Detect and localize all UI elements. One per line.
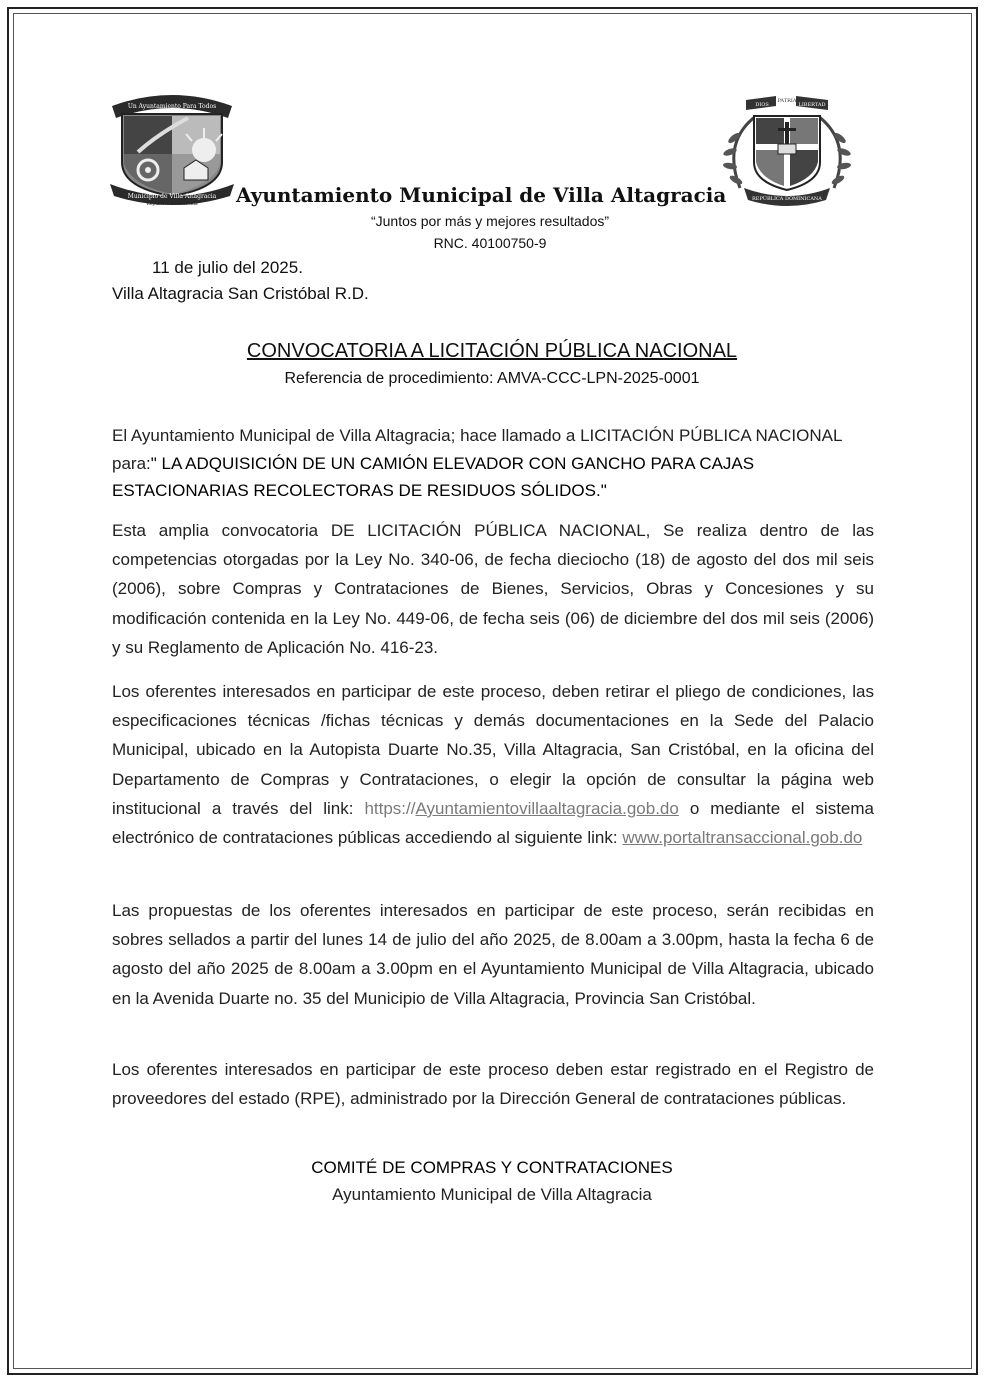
intro-subject-text: :" LA ADQUISICIÓN DE UN CAMIÓN ELEVADOR CON GANCHO PARA CAJAS ESTACIONARIAS RECOLECTORAS DE RESIDUOS SÓLIDOS." [112,453,755,500]
svg-text:REPÚBLICA DOMINICANA: REPÚBLICA DOMINICANA [752,196,822,202]
municipal-seal-logo [108,84,236,206]
organization-name: Ayuntamiento Municipal de Villa Altagracia [236,183,727,207]
committee-organization: Ayuntamiento Municipal de Villa Altagracia [332,1185,652,1204]
svg-text:República Dominicana: República Dominicana [146,202,198,206]
procedure-reference: Referencia de procedimiento: AMVA-CCC-LPN-2025-0001 [284,370,700,387]
svg-text:Un Ayuntamiento Para Todos: Un Ayuntamiento Para Todos [127,103,217,110]
document-date: 11 de julio del 2025. [152,258,303,277]
svg-text:PATRIA: PATRIA [777,98,797,104]
link-prefix: https:// [364,798,416,818]
intro-paragraph [112,422,874,505]
proposals-paragraph: Las propuestas de los oferentes interesados en participar de este proceso, serán recibidas en sobres sellados a partir del lunes 14 de julio del año 2025, de 8.00am a 3.00pm, hasta la fecha 6 de agosto del año 2025 de 8.00am a 3.00pm en el Ayuntamiento Municipal de Villa Altagracia, ubicado en la Avenida Duarte no. 35 del Municipio de Villa Altagracia, Provincia San Cristóbal. [112,901,874,1008]
svg-text:LIBERTAD: LIBERTAD [798,102,826,108]
svg-text:DIOS: DIOS [755,102,769,108]
link-domain: Ayuntamientovillaaltagracia.gob.do [415,798,679,818]
documents-lead-text: Los oferentes interesados en participar de este proceso, deben retirar el pliego de condiciones, las especificaciones técnicas /fichas técnicas y demás documentaciones en la Sede del Palacio Municipal, ubicado en la Autopista Duarte No.35, Villa Altagracia, San Cristóbal, en la oficina del Departamento de Compras y Contrataciones, o elegir la opción de consultar la página web institucional a través del link: [112,682,874,818]
institutional-website-link[interactable] [364,799,678,818]
svg-text:Municipio de Villa Altagracia: Municipio de Villa Altagracia [127,193,217,200]
registration-paragraph: Los oferentes interesados en participar de este proceso deben estar registrado en el Registro de proveedores del estado (RPE), administrado por la Dirección General de contrataciones públicas. [112,1060,874,1109]
national-coat-of-arms-logo [716,92,858,208]
committee-name: COMITÉ DE COMPRAS Y CONTRATACIONES [311,1158,673,1177]
organization-rnc: RNC. 40100750-9 [433,235,547,251]
documents-middle-text: o mediante el sistema electrónico de contrataciones públicas accediendo al siguiente link: [112,798,874,848]
documents-paragraph [112,677,874,852]
document-title: CONVOCATORIA A LICITACIÓN PÚBLICA NACIONAL [246,340,738,362]
document-place: Villa Altagracia San Cristóbal R.D. [112,284,369,303]
intro-lead-text: El Ayuntamiento Municipal de Villa Altagracia; hace llamado a LICITACIÓN PÚBLICA NACIONAL para [112,426,842,473]
legal-basis-paragraph: Esta amplia convocatoria DE LICITACIÓN PÚBLICA NACIONAL, Se realiza dentro de las competencias otorgadas por la Ley No. 340-06, de fecha dieciocho (18) de agosto del dos mil seis (2006), sobre Compras y Contrataciones de Bienes, Servicios, Obras y Concesiones y su modificación contenida en la Ley No. 449-06, de fecha seis (06) de diciembre del dos mil seis (2006) y su Reglamento de Aplicación No. 416-23. [112,521,874,657]
organization-motto: “Juntos por más y mejores resultados” [370,213,610,229]
portal-transaccional-link[interactable]: www.portaltransaccional.gob.do [622,828,863,848]
